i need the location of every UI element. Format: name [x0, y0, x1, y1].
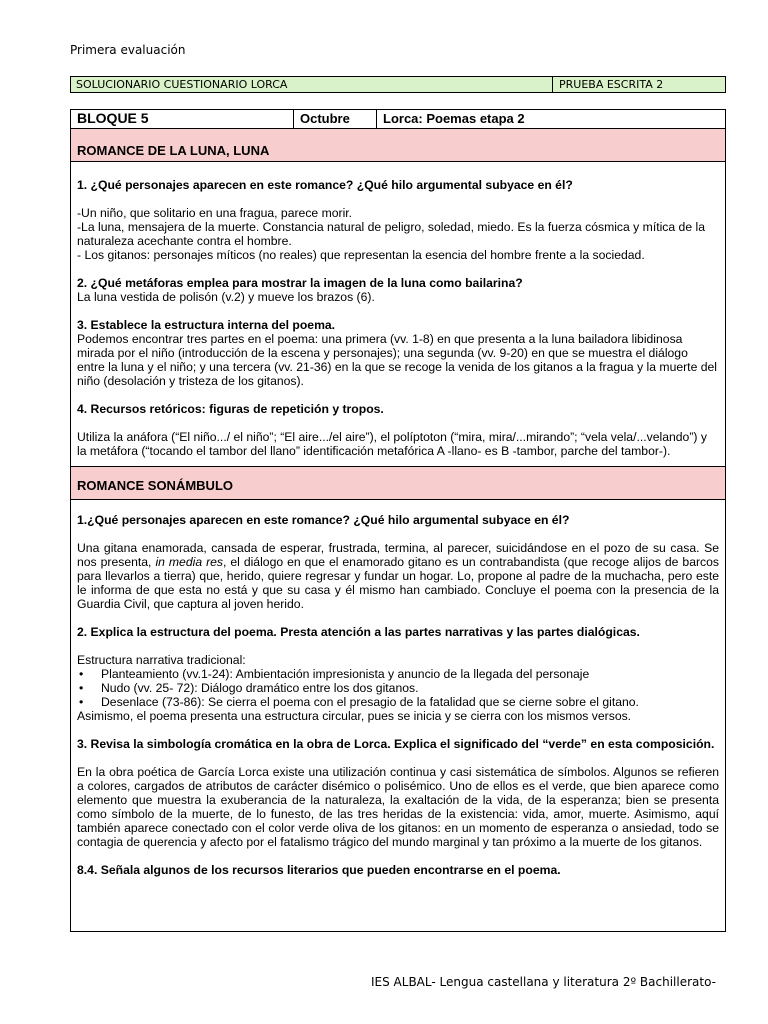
question-2: 2. ¿Qué metáforas emplea para mostrar la imagen de la luna como bailarina?: [77, 276, 523, 290]
list-item: • Nudo (vv. 25- 72): Diálogo dramático entre los dos gitanos.: [77, 681, 719, 695]
question-3: 3. Establece la estructura interna del poema.: [77, 318, 336, 332]
question-1: 1.¿Qué personajes aparecen en este romance? ¿Qué hilo argumental subyace en él?: [77, 513, 570, 527]
list-item: • Planteamiento (vv.1-24): Ambientación impresionista y anuncio de la llegada del personaje: [77, 667, 719, 681]
question-4: 4. Recursos retóricos: figuras de repetición y tropos.: [77, 402, 384, 416]
answer-3: En la obra poética de García Lorca existe una utilización continua y casi sistemática de símbolos. Algunos se refieren a colores, cargados de atributos de carácter disémico o polisémico. Uno de ellos es el verde, que bien aparece como elemento que muestra la exuberancia de la naturaleza, la exaltación de la vida, de la esperanza; bien se presenta como símbolo de la muerte, de lo funesto, de las tres heridas de la existencia: vida, amor, muerte. Asimismo, aquí también aparece conectado con el color verde oliva de los gitanos: en un momento de esperanza o ansiedad, todo se contagia de querencia y afecto por el fatalismo trágico del mundo marginal y tan próximo a la muerte de los gitanos.: [77, 765, 719, 849]
block-label: BLOQUE 5: [71, 110, 294, 128]
question-1: 1. ¿Qué personajes aparecen en este romance? ¿Qué hilo argumental subyace en él?: [77, 178, 573, 192]
answer-2-intro: Estructura narrativa tradicional:: [77, 653, 246, 667]
answer-1-italic: in media res: [155, 555, 223, 569]
answer-1-text-pre: Una gitana enamorada, cansada de esperar, frustrada, termina, al parecer, suicidándose en el pozo de su casa. Se nos presenta,: [77, 541, 719, 569]
answer-1-text-post: , el diálogo en que el enamorado gitano es un contrabandista (que recoge alijos de barcos para llevarlos a tierra) que, herido, quiere regresar y fundar un hogar. Lo, propone al padre de la muchacha, pero este le informa de que esta no está y que su casa y él mismo han cambiado. Concluye el poema con la presencia de la Guardia Civil, que captura al joven herido.: [77, 555, 719, 611]
month-label: Octubre: [294, 110, 377, 128]
answer-2-outro: Asimismo, el poema presenta una estructura circular, pues se inicia y se cierra con los mismos versos.: [77, 709, 632, 723]
topic-label: Lorca: Poemas etapa 2: [383, 111, 525, 126]
section-content-luna: [71, 162, 725, 458]
answer-4: Utiliza la anáfora (“El niño.../ el niño”; “El aire.../el aire”), el políptoton (“mira, mira/...mirando”; “vela vela/...velando”) y la metáfora (“tocando el tambor del llano” identificación metafórica A -llano- es B -tambor, parche del tambor-).: [77, 430, 707, 458]
document-title: SOLUCIONARIO CUESTIONARIO LORCA: [71, 77, 553, 92]
answer-1-line-1: -Un niño, que solitario en una fragua, parece morir.: [77, 206, 353, 220]
main-table: [70, 109, 726, 932]
structure-list: [77, 667, 719, 709]
question-3: 3. Revisa la simbología cromática en la obra de Lorca. Explica el significado del “verde” en esta composición.: [77, 737, 715, 751]
page-footer: IES ALBAL- Lengua castellana y literatura 2º Bachillerato-: [371, 975, 716, 989]
table-header-row: [71, 110, 725, 129]
question-2: 2. Explica la estructura del poema. Presta atención a las partes narrativas y las partes dialógicas.: [77, 625, 640, 639]
answer-1-line-3: - Los gitanos: personajes míticos (no reales) que representan la esencia del hombre frente a la sociedad.: [77, 248, 645, 262]
list-item: • Desenlace (73-86): Se cierra el poema con el presagio de la fatalidad que se cierne sobre el gitano.: [77, 695, 719, 709]
answer-1-line-2: -La luna, mensajera de la muerte. Constancia natural de peligro, soledad, miedo. Es la fuerza cósmica y mítica de la naturaleza acechante contra el hombre.: [77, 220, 705, 248]
question-4: 8.4. Señala algunos de los recursos literarios que pueden encontrarse en el poema.: [77, 863, 561, 877]
page-header: Primera evaluación: [70, 43, 186, 57]
document-title-bar: [70, 76, 726, 93]
answer-2: La luna vestida de polisón (v.2) y mueve los brazos (6).: [77, 290, 375, 304]
section-title-sonambulo: ROMANCE SONÁMBULO: [71, 466, 725, 500]
section-title-luna: ROMANCE DE LA LUNA, LUNA: [71, 129, 725, 162]
exam-label: PRUEBA ESCRITA 2: [559, 78, 664, 91]
answer-3: Podemos encontrar tres partes en el poema: una primera (vv. 1-8) en que presenta a la luna bailadora libidinosa mirada por el niño (introducción de la escena y personajes); una segunda (vv. 9-20) en que se muestra el diálogo entre la luna y el niño; y una tercera (vv. 21-36) en la que se recoge la venida de los gitanos a la fragua y la muerte del niño (desolación y tristeza de los gitanos).: [77, 332, 717, 388]
answer-1: [77, 541, 719, 611]
section-content-sonambulo: [71, 500, 725, 877]
